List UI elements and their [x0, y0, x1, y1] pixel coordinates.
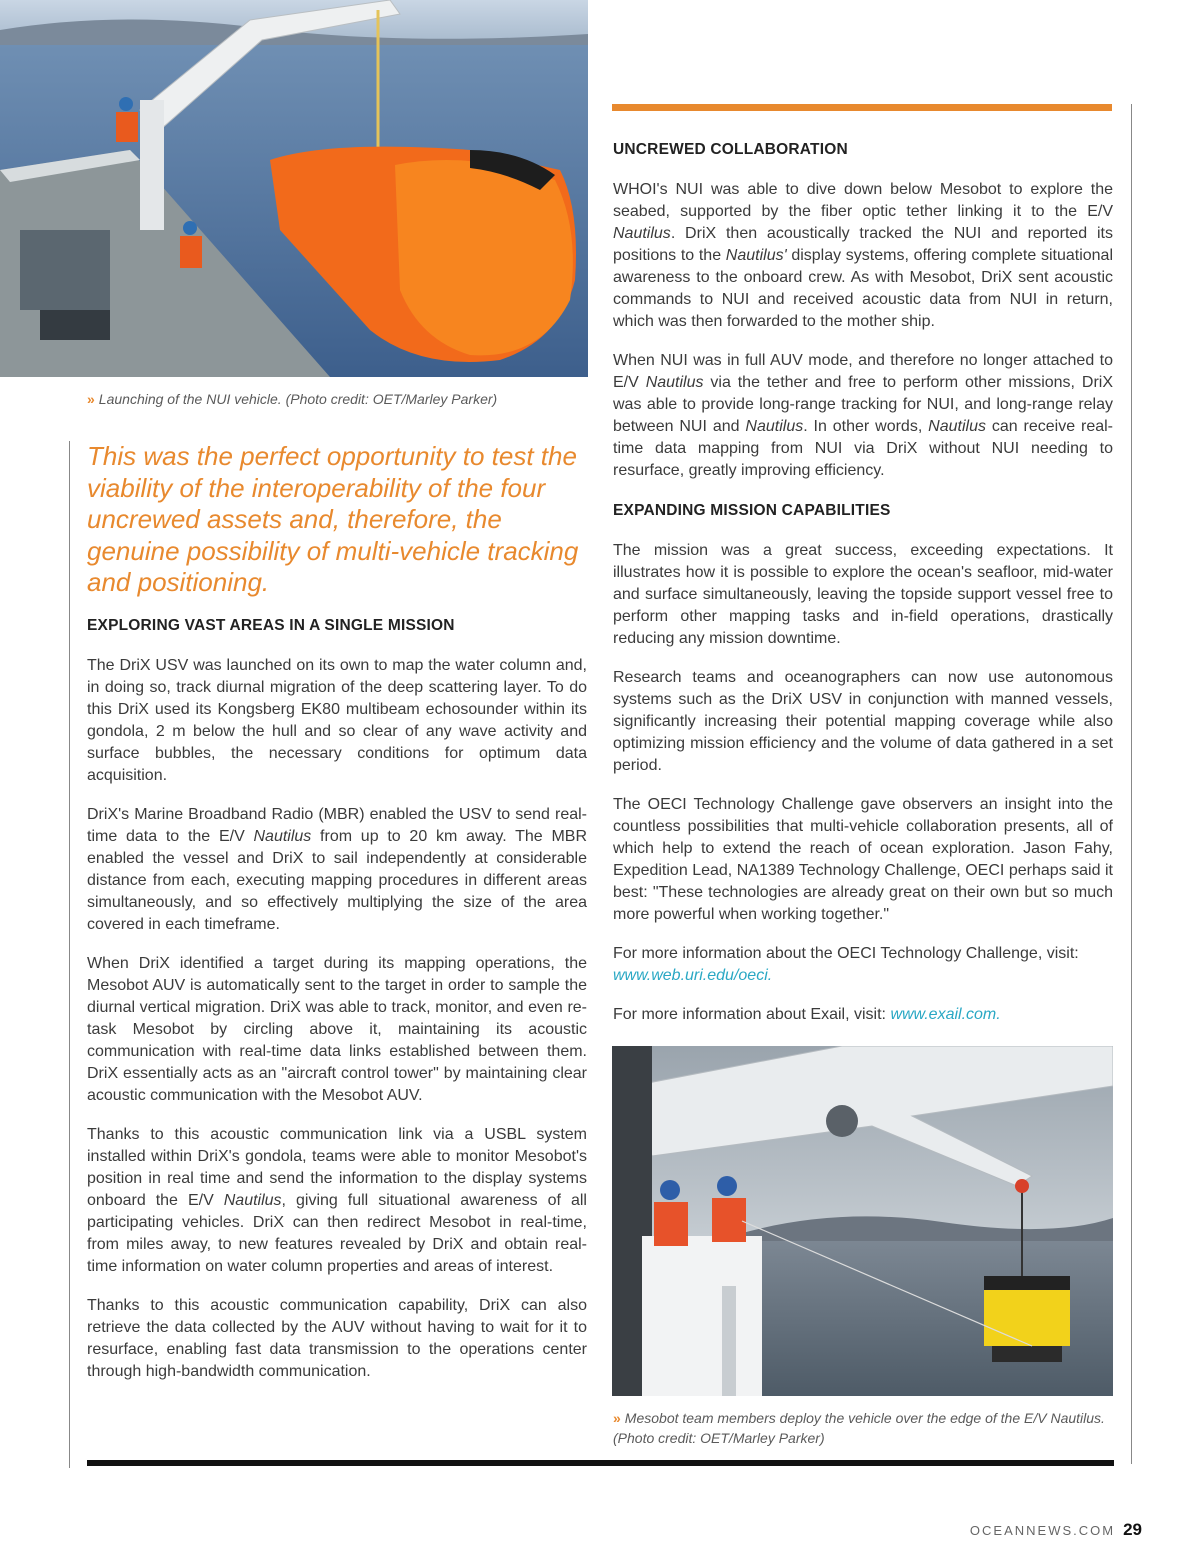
right-p1-emphasis-1: Nautilus — [613, 225, 671, 242]
right-p2-part-d: can receive real-time data mapping from NUI via DriX without NUI needing to resurface, greatly improving efficiency. — [613, 418, 1114, 479]
right-paragraph-2 — [613, 350, 1113, 482]
left-p2-emphasis: Nautilus — [253, 828, 312, 845]
nui-launch-illustration — [0, 0, 588, 377]
right-paragraph-3: The mission was a great success, exceeding expectations. It illustrates how it is possible to explore the ocean's seafloor, mid-water and surface simultaneously, leaving the topside support vessel free to perform other mapping tasks and in-field operations, drastically reducing any mission downtime. — [613, 542, 1113, 647]
right-p1-part-a: WHOI's NUI was able to dive down below Mesobot to explore the seabed, supported by the fiber optic tether linking it to the E/V — [613, 181, 1113, 220]
mesobot-deploy-photo — [612, 1046, 1113, 1396]
right-paragraph-7 — [613, 1004, 1113, 1026]
oeci-info-text: For more information about the OECI Technology Challenge, visit: — [613, 945, 1079, 962]
page-number: 29 — [1123, 1520, 1142, 1539]
bottom-photo-caption-text: Mesobot team members deploy the vehicle over the edge of the E/V Nautilus. (Photo credit: OET/Marley Parker) — [613, 1410, 1105, 1446]
nui-launch-photo — [0, 0, 588, 377]
right-p2-part-a: When NUI was in full AUV mode, and therefore no longer attached to E/V — [613, 352, 1113, 391]
left-vertical-rule — [69, 441, 70, 1468]
section-heading-exploring: EXPLORING VAST AREAS IN A SINGLE MISSION — [87, 617, 455, 634]
right-p1-part-c: display systems, offering complete situational awareness to the onboard crew. As with Mesobot, DriX sent acoustic commands to NUI and received acoustic data from NUI in return, which was then forwarded to the mother ship. — [613, 247, 1113, 330]
caption-chevron-icon-2: » — [613, 1410, 621, 1426]
left-paragraph-4 — [87, 1124, 587, 1278]
exail-info-text: For more information about Exail, visit: — [613, 1006, 891, 1023]
left-p4-part-a: Thanks to this acoustic communication link via a USBL system installed within DriX's gondola, teams were able to monitor Mesobot's position in real time and send the information to the display systems onboard the E/V — [87, 1126, 587, 1209]
right-paragraph-6 — [613, 943, 1113, 987]
top-photo-caption — [87, 389, 587, 409]
right-p2-emphasis-3: Nautilus — [928, 418, 986, 435]
left-paragraph-5: Thanks to this acoustic communication capability, DriX can also retrieve the data collected by the AUV without having to wait for it to resurface, enabling fast data transmission to the operations center through high-bandwidth communication. — [87, 1297, 587, 1380]
bottom-photo-caption — [613, 1408, 1113, 1448]
footer-rule — [87, 1460, 1114, 1466]
right-p2-part-c: . In other words, — [803, 418, 929, 435]
right-p2-emphasis-2: Nautilus — [745, 418, 804, 435]
right-p2-emphasis-1: Nautilus — [645, 374, 704, 391]
page-folio — [970, 1520, 1142, 1540]
left-p4-emphasis: Nautilus — [223, 1192, 282, 1209]
right-column — [613, 141, 1113, 1026]
top-photo-caption-text: Launching of the NUI vehicle. (Photo credit: OET/Marley Parker) — [98, 391, 498, 407]
left-p2-part-a: DriX's Marine Broadband Radio (MBR) enabled the USV to send real-time data to the E/V — [87, 806, 587, 845]
right-p1-part-b: . DriX then acoustically tracked the NUI and reported its positions to the — [613, 225, 1113, 264]
right-p1-emphasis-2: Nautilus' — [725, 247, 787, 264]
accent-bar — [612, 104, 1112, 111]
left-p2-part-b: from up to 20 km away. The MBR enabled the vessel and DriX to sail independently at considerable distance from each, executing mapping procedures in different areas simultaneously, and so effectively multiplying the size of the area covered in each timeframe. — [87, 828, 587, 933]
right-paragraph-1 — [613, 179, 1113, 333]
left-paragraph-2 — [87, 804, 587, 936]
section-heading-uncrewed: UNCREWED COLLABORATION — [613, 141, 848, 158]
left-paragraph-1: The DriX USV was launched on its own to map the water column and, in doing so, track diurnal migration of the deep scattering layer. To do this DriX used its Kongsberg EK80 multibeam echosounder within its gondola, 2 m below the hull and so clear of any wave activity and surface bubbles, the necessary conditions for optimum data acquisition. — [87, 657, 587, 784]
pull-quote: This was the perfect opportunity to test the viability of the interoperability of the four uncrewed assets and, therefore, the genuine possibility of multi-vehicle tracking and positioning. — [87, 441, 579, 597]
caption-chevron-icon: » — [87, 391, 95, 407]
oeci-link[interactable]: www.web.uri.edu/oeci. — [613, 967, 773, 984]
right-vertical-rule — [1131, 104, 1132, 1464]
section-heading-expanding: EXPANDING MISSION CAPABILITIES — [613, 502, 891, 519]
left-column — [87, 617, 587, 1383]
exail-link[interactable]: www.exail.com. — [890, 1006, 1001, 1023]
left-paragraph-3: When DriX identified a target during its mapping operations, the Mesobot AUV is automatically sent to the target in order to sample the diurnal vertical migration. DriX was able to track, monitor, and even re-task Mesobot by circling above it, maintaining its acoustic communication with real-time data links established between them. DriX essentially acts as an "aircraft control tower" by maintaining clear acoustic communication with the Mesobot AUV. — [87, 955, 587, 1104]
right-paragraph-4: Research teams and oceanographers can now use autonomous systems such as the DriX USV in conjunction with manned vessels, significantly increasing their potential mapping coverage while also optimizing mission efficiency and the volume of data gathered in a set period. — [613, 669, 1113, 774]
right-p2-part-b: via the tether and free to perform other missions, DriX was able to provide long-range tracking for NUI, and long-range relay between NUI and — [613, 374, 1114, 435]
left-p4-part-b: , giving full situational awareness of all participating vehicles. DriX can then redirect Mesobot in real-time, from miles away, to new features revealed by DriX and obtain real-time information on water column properties and areas of interest. — [87, 1192, 587, 1275]
mesobot-deploy-illustration — [612, 1046, 1113, 1396]
site-name: OCEANNEWS.COM — [969, 1523, 1116, 1538]
right-paragraph-5: The OECI Technology Challenge gave observers an insight into the countless possibilities that multi-vehicle collaboration presents, all of which help to extend the reach of ocean exploration. Jason Fahy, Expedition Lead, NA1389 Technology Challenge, OECI perhaps said it best: "These technologies are already great on their own but so much more powerful when working together." — [613, 796, 1113, 923]
